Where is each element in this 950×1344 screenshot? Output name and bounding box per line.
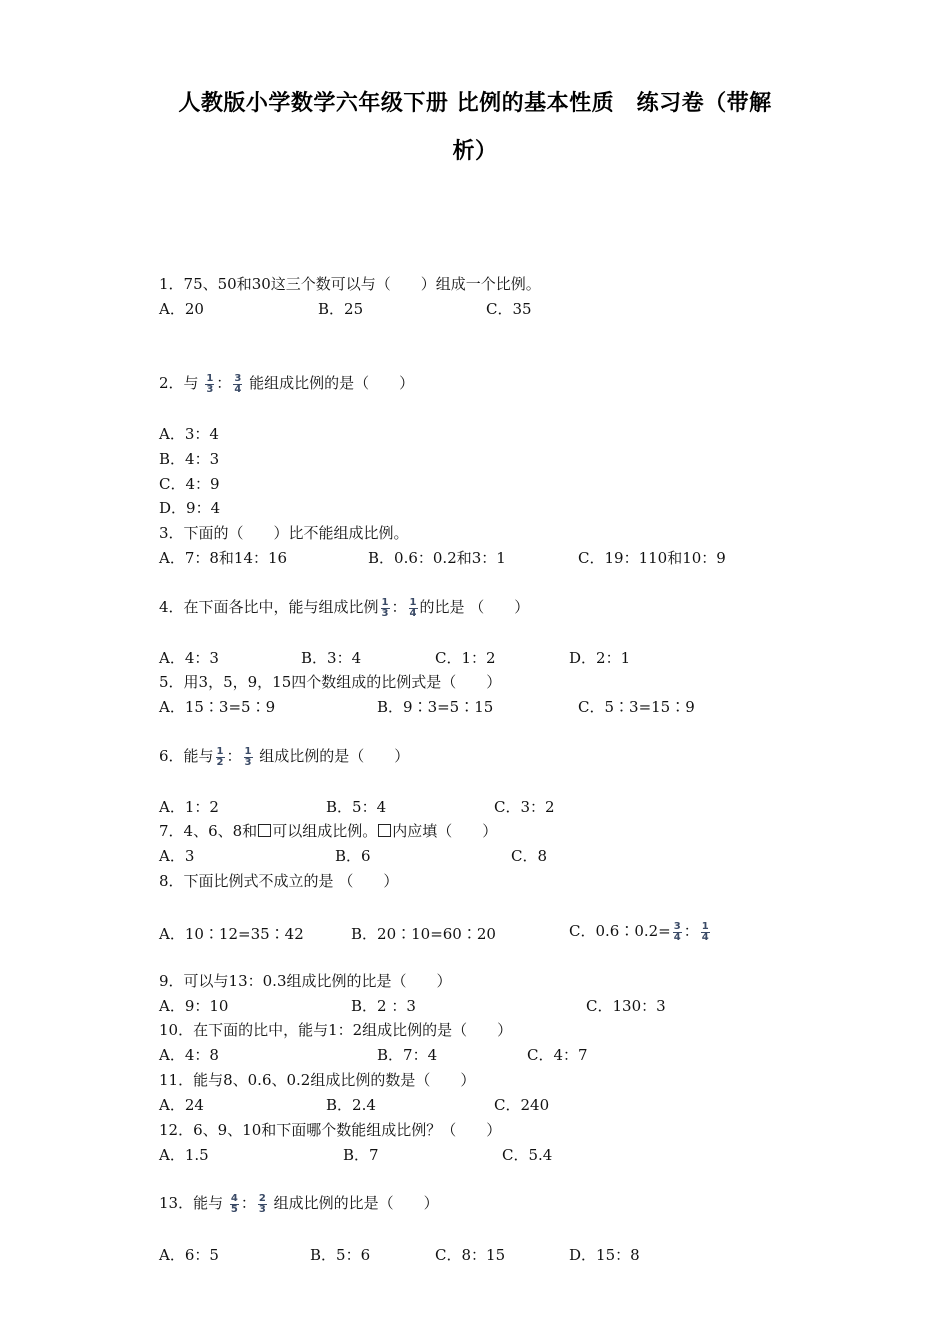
q5-option-c[interactable]: C．5∶3=15∶9 xyxy=(578,698,695,716)
q4-option-d[interactable]: D．2：1 xyxy=(569,649,631,667)
question-3-options xyxy=(159,548,859,568)
q6-option-c[interactable]: C．3：2 xyxy=(494,798,555,816)
q13-option-b[interactable]: B．5：6 xyxy=(310,1246,371,1264)
q4-option-c[interactable]: C．1：2 xyxy=(435,649,496,667)
q10-option-a[interactable]: A．4：8 xyxy=(159,1046,219,1064)
q8-frac2-denominator: 4 xyxy=(701,931,709,943)
q3-option-b[interactable]: B．0.6：0.2和3：1 xyxy=(368,549,506,567)
q8-frac2-numerator: 1 xyxy=(701,920,709,932)
q1-option-a[interactable]: A．20 xyxy=(159,300,204,318)
question-8-options xyxy=(159,921,859,947)
q13-option-c[interactable]: C．8：15 xyxy=(435,1246,506,1264)
q7-stem-a: 7．4、6、8和 xyxy=(159,822,258,840)
q6-stem-prefix: 6．能与 xyxy=(159,747,214,765)
document-title-line-2: 析） xyxy=(452,139,498,164)
q8-fraction-1 xyxy=(673,922,682,943)
q13-fraction-2 xyxy=(258,1194,267,1215)
blank-square-icon xyxy=(378,824,391,837)
question-12-stem: 12．6、9、10和下面哪个数能组成比例？（ ） xyxy=(159,1121,502,1139)
q11-option-c[interactable]: C．240 xyxy=(494,1096,550,1114)
q2-fraction-1 xyxy=(205,374,214,395)
q9-option-a[interactable]: A．9：10 xyxy=(159,997,229,1015)
question-8-stem: 8．下面比例式不成立的是 （ ） xyxy=(159,872,399,890)
question-2-stem xyxy=(159,373,414,399)
q3-option-c[interactable]: C．19：110和10：9 xyxy=(578,549,726,567)
question-7-options xyxy=(159,846,859,866)
q13-option-d[interactable]: D．15：8 xyxy=(569,1246,640,1264)
q6-stem-suffix: 组成比例的是（ ） xyxy=(259,747,410,765)
q4-frac2-numerator: 1 xyxy=(409,596,417,608)
question-6-options xyxy=(159,797,859,817)
question-3-stem: 3．下面的（ ）比不能组成比例。 xyxy=(159,524,409,542)
question-13-options xyxy=(159,1245,859,1265)
q13-frac1-denominator: 5 xyxy=(230,1203,238,1215)
question-4-stem xyxy=(159,597,529,623)
q8-ratio-sep: ： xyxy=(683,922,699,940)
q7-option-b[interactable]: B．6 xyxy=(335,847,371,865)
question-13-stem xyxy=(159,1193,439,1219)
question-1-options xyxy=(159,299,859,319)
q2-frac1-denominator: 3 xyxy=(206,383,214,395)
q8-option-c[interactable] xyxy=(569,921,712,943)
q2-frac2-denominator: 4 xyxy=(234,383,242,395)
q6-frac1-denominator: 2 xyxy=(216,756,224,768)
q4-fraction-2 xyxy=(409,598,418,619)
q12-option-b[interactable]: B．7 xyxy=(343,1146,379,1164)
question-5-options xyxy=(159,697,859,717)
blank-square-icon xyxy=(258,824,271,837)
q1-option-b[interactable]: B．25 xyxy=(318,300,364,318)
q2-fraction-2 xyxy=(233,374,242,395)
question-10-options xyxy=(159,1045,859,1065)
q2-option-c[interactable]: C．4：9 xyxy=(159,475,220,493)
q10-option-b[interactable]: B．7：4 xyxy=(377,1046,438,1064)
q2-stem-suffix: 能组成比例的是（ ） xyxy=(249,374,415,392)
q2-option-a[interactable]: A．3：4 xyxy=(159,425,219,443)
q4-stem-prefix: 4．在下面各比中，能与组成比例 xyxy=(159,598,379,616)
q6-frac2-denominator: 3 xyxy=(244,756,252,768)
q4-option-b[interactable]: B．3：4 xyxy=(301,649,362,667)
q9-option-c[interactable]: C．130：3 xyxy=(586,997,666,1015)
q2-ratio-sep: ： xyxy=(216,374,232,392)
q13-ratio-sep: ： xyxy=(240,1194,256,1212)
q1-option-c[interactable]: C．35 xyxy=(486,300,532,318)
q2-frac2-numerator: 3 xyxy=(234,372,242,384)
q7-option-a[interactable]: A．3 xyxy=(159,847,195,865)
q8-option-c-prefix: C．0.6∶0.2= xyxy=(569,922,671,940)
q13-option-a[interactable]: A．6：5 xyxy=(159,1246,219,1264)
q5-option-a[interactable]: A．15∶3=5∶9 xyxy=(159,698,276,716)
q13-frac1-numerator: 4 xyxy=(230,1192,238,1204)
q3-option-a[interactable]: A．7：8和14：16 xyxy=(159,549,288,567)
q13-frac2-denominator: 3 xyxy=(258,1203,266,1215)
q8-frac1-numerator: 3 xyxy=(673,920,681,932)
q11-option-a[interactable]: A．24 xyxy=(159,1096,204,1114)
q6-fraction-1 xyxy=(216,747,225,768)
q6-option-a[interactable]: A．1：2 xyxy=(159,798,219,816)
q7-option-c[interactable]: C．8 xyxy=(511,847,548,865)
question-4-options xyxy=(159,648,859,668)
q4-option-a[interactable]: A．4：3 xyxy=(159,649,219,667)
q13-frac2-numerator: 2 xyxy=(258,1192,266,1204)
q7-stem-c: 内应填（ ） xyxy=(392,822,498,840)
question-6-stem xyxy=(159,746,409,772)
q6-frac1-numerator: 1 xyxy=(216,745,224,757)
document-title-line-1: 人教版小学数学六年级下册 比例的基本性质 练习卷（带解 xyxy=(178,91,772,116)
question-10-stem: 10．在下面的比中，能与1：2组成比例的是（ ） xyxy=(159,1021,513,1039)
q4-fraction-1 xyxy=(381,598,390,619)
q8-fraction-2 xyxy=(701,922,710,943)
q13-stem-prefix: 13．能与 xyxy=(159,1194,224,1212)
q4-stem-suffix: 的比是 （ ） xyxy=(419,598,530,616)
question-9-stem: 9．可以与13：0.3组成比例的比是（ ） xyxy=(159,972,452,990)
q8-option-b[interactable]: B．20∶10=60∶20 xyxy=(351,925,496,943)
q8-option-a[interactable]: A．10∶12=35∶42 xyxy=(159,925,304,943)
q6-frac2-numerator: 1 xyxy=(244,745,252,757)
question-5-stem: 5．用3，5，9，15四个数组成的比例式是（ ） xyxy=(159,673,502,691)
q5-option-b[interactable]: B．9∶3=5∶15 xyxy=(377,698,494,716)
q6-fraction-2 xyxy=(244,747,253,768)
question-11-stem: 11．能与8、0.6、0.2组成比例的数是（ ） xyxy=(159,1071,476,1089)
q4-frac2-denominator: 4 xyxy=(409,607,417,619)
question-9-options xyxy=(159,996,859,1016)
question-7-stem xyxy=(159,821,497,841)
q4-frac1-denominator: 3 xyxy=(381,607,389,619)
q13-stem-suffix: 组成比例的比是（ ） xyxy=(273,1194,439,1212)
q4-frac1-numerator: 1 xyxy=(381,596,389,608)
question-12-options xyxy=(159,1145,859,1165)
q2-frac1-numerator: 1 xyxy=(206,372,214,384)
q12-option-a[interactable]: A．1.5 xyxy=(159,1146,209,1164)
q8-frac1-denominator: 4 xyxy=(673,931,681,943)
q4-ratio-sep: ： xyxy=(391,598,407,616)
q9-option-b[interactable]: B．2 ：3 xyxy=(351,997,416,1015)
question-11-options xyxy=(159,1095,859,1115)
q6-option-b[interactable]: B．5：4 xyxy=(326,798,387,816)
q2-option-b[interactable]: B．4：3 xyxy=(159,450,220,468)
q11-option-b[interactable]: B．2.4 xyxy=(326,1096,376,1114)
q7-stem-b: 可以组成比例。 xyxy=(272,822,378,840)
q12-option-c[interactable]: C．5.4 xyxy=(502,1146,553,1164)
q6-ratio-sep: ： xyxy=(226,747,242,765)
q2-option-d[interactable]: D．9：4 xyxy=(159,499,221,517)
q13-fraction-1 xyxy=(230,1194,239,1215)
q2-stem-prefix: 2．与 xyxy=(159,374,199,392)
q10-option-c[interactable]: C．4：7 xyxy=(527,1046,588,1064)
question-1-stem: 1．75、50和30这三个数可以与（ ）组成一个比例。 xyxy=(159,275,541,293)
